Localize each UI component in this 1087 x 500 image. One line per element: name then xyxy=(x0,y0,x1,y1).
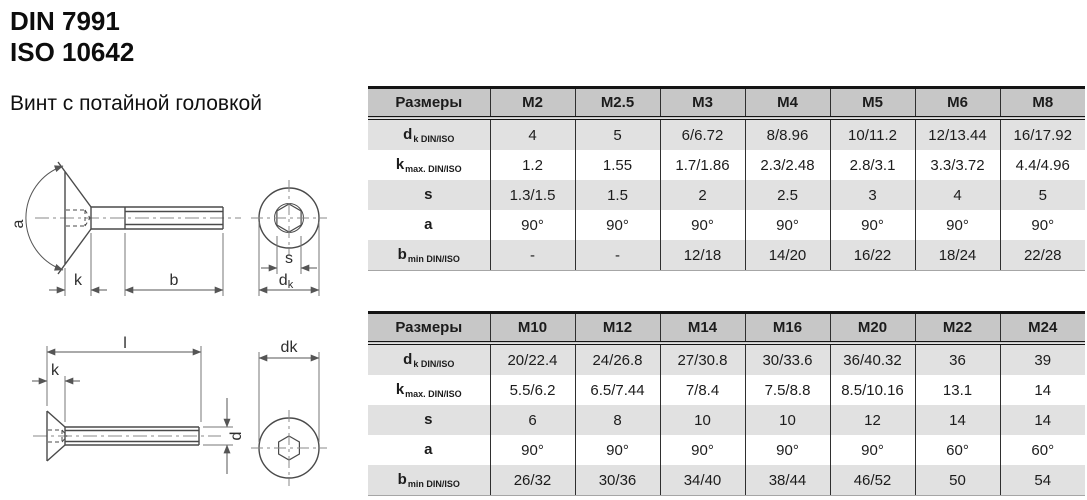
value-cell: 46/52 xyxy=(830,465,915,496)
value-cell: 2 xyxy=(660,180,745,210)
value-cell: 2.3/2.48 xyxy=(745,150,830,180)
value-cell: 22/28 xyxy=(1000,240,1085,271)
value-cell: 90° xyxy=(660,435,745,465)
row-label xyxy=(368,375,490,405)
row-label xyxy=(368,435,490,465)
size-column-header: M2.5 xyxy=(575,88,660,119)
table-row xyxy=(368,343,1085,375)
value-cell: 8.5/10.16 xyxy=(830,375,915,405)
row-label xyxy=(368,465,490,496)
value-cell: 4 xyxy=(915,180,1000,210)
value-cell: 24/26.8 xyxy=(575,343,660,375)
value-cell: 90° xyxy=(660,210,745,240)
size-column-header: M3 xyxy=(660,88,745,119)
value-cell: 39 xyxy=(1000,343,1085,375)
value-cell: 12/13.44 xyxy=(915,118,1000,150)
value-cell: 5 xyxy=(575,118,660,150)
row-label-base: s xyxy=(424,186,433,203)
row-label-base: d xyxy=(403,351,413,368)
size-column-header: M20 xyxy=(830,313,915,344)
value-cell: 27/30.8 xyxy=(660,343,745,375)
row-label-base: s xyxy=(424,411,433,428)
value-cell: 1.55 xyxy=(575,150,660,180)
size-column-header: M6 xyxy=(915,88,1000,119)
value-cell: 90° xyxy=(575,210,660,240)
screw-full-thread-drawing xyxy=(5,336,355,494)
size-column-header: M14 xyxy=(660,313,745,344)
row-label-base: d xyxy=(403,126,413,143)
head-dia-base: d xyxy=(278,272,288,289)
value-cell: 20/22.4 xyxy=(490,343,575,375)
value-cell: 34/40 xyxy=(660,465,745,496)
table-row xyxy=(368,118,1085,150)
row-label-base: k xyxy=(395,381,405,398)
product-name: Винт с потайной головкой xyxy=(10,92,262,115)
value-cell: 16/17.92 xyxy=(1000,118,1085,150)
row-label-base: a xyxy=(424,441,433,458)
value-cell: 1.2 xyxy=(490,150,575,180)
value-cell: 30/36 xyxy=(575,465,660,496)
value-cell: 90° xyxy=(915,210,1000,240)
screw-partial-thread-drawing xyxy=(5,156,355,306)
size-column-header: M10 xyxy=(490,313,575,344)
value-cell: 6 xyxy=(490,405,575,435)
value-cell: 90° xyxy=(490,435,575,465)
head-height-dimension-label: k xyxy=(51,362,59,379)
size-column-header: M22 xyxy=(915,313,1000,344)
value-cell: 10 xyxy=(745,405,830,435)
row-label xyxy=(368,405,490,435)
head-diameter-dimension-label: dk xyxy=(280,339,298,356)
value-cell: 5.5/6.2 xyxy=(490,375,575,405)
row-label xyxy=(368,180,490,210)
row-label-subscript: k DIN/ISO xyxy=(413,359,455,369)
size-column-header: M4 xyxy=(745,88,830,119)
table-row xyxy=(368,375,1085,405)
size-column-header: M24 xyxy=(1000,313,1085,344)
table-row xyxy=(368,435,1085,465)
value-cell: 26/32 xyxy=(490,465,575,496)
spec-table-small-sizes xyxy=(368,86,1085,271)
value-cell: 14 xyxy=(915,405,1000,435)
length-dimension xyxy=(47,346,201,422)
front-view-centerlines xyxy=(251,410,327,486)
table-row xyxy=(368,180,1085,210)
table-row xyxy=(368,150,1085,180)
value-cell: 8 xyxy=(575,405,660,435)
thread-length-dimension-label: b xyxy=(169,272,179,289)
value-cell: - xyxy=(490,240,575,271)
value-cell: 36/40.32 xyxy=(830,343,915,375)
value-cell: 8/8.96 xyxy=(745,118,830,150)
head-dia-sub: k xyxy=(287,279,294,291)
size-column-header: M8 xyxy=(1000,88,1085,119)
value-cell: 5 xyxy=(1000,180,1085,210)
head-height-dimension xyxy=(32,376,80,422)
value-cell: 90° xyxy=(745,210,830,240)
value-cell: 90° xyxy=(1000,210,1085,240)
value-cell: 3.3/3.72 xyxy=(915,150,1000,180)
dimensions-column-header: Размеры xyxy=(368,88,490,119)
value-cell: 50 xyxy=(915,465,1000,496)
row-label-subscript: min DIN/ISO xyxy=(407,479,460,489)
angle-dimension-label: a xyxy=(10,219,27,229)
row-label-subscript: max. DIN/ISO xyxy=(405,389,462,399)
row-label xyxy=(368,150,490,180)
size-column-header: M16 xyxy=(745,313,830,344)
size-column-header: M2 xyxy=(490,88,575,119)
row-label xyxy=(368,343,490,375)
row-label xyxy=(368,118,490,150)
spec-tables xyxy=(368,86,1085,496)
value-cell: 54 xyxy=(1000,465,1085,496)
value-cell: 2.8/3.1 xyxy=(830,150,915,180)
socket-size-dimension-label: s xyxy=(285,250,293,267)
value-cell: 14 xyxy=(1000,405,1085,435)
value-cell: 1.5 xyxy=(575,180,660,210)
value-cell: 13.1 xyxy=(915,375,1000,405)
spec-table-large-sizes xyxy=(368,311,1085,496)
value-cell: 4 xyxy=(490,118,575,150)
value-cell: 90° xyxy=(830,435,915,465)
table-row xyxy=(368,465,1085,496)
dimensions-column-header: Размеры xyxy=(368,313,490,344)
value-cell: 1.7/1.86 xyxy=(660,150,745,180)
head-height-dimension-label: k xyxy=(74,272,82,289)
value-cell: 16/22 xyxy=(830,240,915,271)
row-label-base: k xyxy=(395,156,405,173)
value-cell: 36 xyxy=(915,343,1000,375)
front-view-centerlines xyxy=(251,180,327,256)
size-column-header: M5 xyxy=(830,88,915,119)
value-cell: 7/8.4 xyxy=(660,375,745,405)
value-cell: 90° xyxy=(575,435,660,465)
value-cell: 30/33.6 xyxy=(745,343,830,375)
value-cell: 3 xyxy=(830,180,915,210)
value-cell: 90° xyxy=(830,210,915,240)
value-cell: 12 xyxy=(830,405,915,435)
row-label-subscript: k DIN/ISO xyxy=(413,134,455,144)
value-cell: 6.5/7.44 xyxy=(575,375,660,405)
value-cell: 2.5 xyxy=(745,180,830,210)
length-dimension-label: l xyxy=(123,336,127,352)
value-cell: - xyxy=(575,240,660,271)
value-cell: 60° xyxy=(915,435,1000,465)
value-cell: 7.5/8.8 xyxy=(745,375,830,405)
value-cell: 6/6.72 xyxy=(660,118,745,150)
table-row xyxy=(368,240,1085,271)
value-cell: 38/44 xyxy=(745,465,830,496)
row-label xyxy=(368,240,490,271)
row-label-base: b xyxy=(397,246,407,263)
size-column-header: M12 xyxy=(575,313,660,344)
row-label-base: b xyxy=(397,471,407,488)
value-cell: 1.3/1.5 xyxy=(490,180,575,210)
table-row xyxy=(368,405,1085,435)
row-label-subscript: max. DIN/ISO xyxy=(405,164,462,174)
value-cell: 14/20 xyxy=(745,240,830,271)
value-cell: 18/24 xyxy=(915,240,1000,271)
value-cell: 10 xyxy=(660,405,745,435)
value-cell: 60° xyxy=(1000,435,1085,465)
value-cell: 14 xyxy=(1000,375,1085,405)
value-cell: 4.4/4.96 xyxy=(1000,150,1085,180)
value-cell: 12/18 xyxy=(660,240,745,271)
head-diameter-dimension-label xyxy=(279,272,294,291)
title-block xyxy=(10,6,262,116)
standard-iso: ISO 10642 xyxy=(10,37,135,67)
row-label-base: a xyxy=(424,216,433,233)
standard-din: DIN 7991 xyxy=(10,6,120,36)
value-cell: 90° xyxy=(745,435,830,465)
value-cell: 10/11.2 xyxy=(830,118,915,150)
diameter-dimension-label: d xyxy=(228,431,245,441)
row-label-subscript: min DIN/ISO xyxy=(407,254,460,264)
row-label xyxy=(368,210,490,240)
table-row xyxy=(368,210,1085,240)
value-cell: 90° xyxy=(490,210,575,240)
